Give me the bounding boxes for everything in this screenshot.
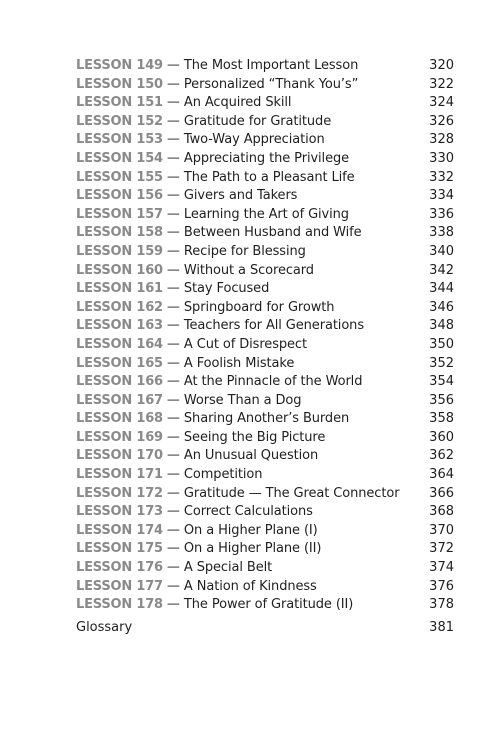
toc-entry [76,559,454,578]
em-dash: — [166,132,180,148]
lesson-title: Without a Scorecard [183,262,314,278]
em-dash: — [166,76,180,92]
lesson-title: The Most Important Lesson [183,58,359,73]
lesson-title: A Foolish Mistake [183,355,295,371]
lesson-number: LESSON 157 [76,206,163,222]
lesson-title: Gratitude — The Great Connector [183,485,400,501]
page-number: 376 [429,578,454,594]
lesson-number: LESSON 171 [76,467,163,483]
lesson-title: Teachers for All Generations [183,318,364,334]
lesson-number: LESSON 177 [76,578,163,594]
page-number: 328 [429,132,454,148]
page-number: 332 [429,169,454,185]
em-dash: — [166,522,180,538]
lesson-title: A Nation of Kindness [183,578,317,594]
em-dash: — [166,429,180,445]
lesson-number: LESSON 176 [76,560,163,576]
toc-entry [76,540,454,559]
glossary-entry [76,619,454,637]
lesson-number: LESSON 150 [76,76,163,92]
lesson-number: LESSON 152 [76,113,163,129]
toc-entry [76,429,454,448]
toc-entry [76,206,454,225]
em-dash: — [166,150,180,166]
page-number: 320 [429,58,454,73]
toc-entry [76,169,454,188]
toc-entry [76,57,454,76]
toc-entry [76,336,454,355]
em-dash: — [166,392,180,408]
lesson-title: Springboard for Growth [183,299,335,315]
lesson-title: Givers and Takers [183,188,298,204]
page-number: 342 [429,262,454,278]
page-number: 340 [429,243,454,259]
page-number: 352 [429,355,454,371]
page-number: 362 [429,448,454,464]
toc-entry [76,392,454,411]
lesson-title: Personalized “Thank You’s” [183,76,359,92]
page-number: 358 [429,411,454,427]
lesson-title: Recipe for Blessing [183,243,306,259]
lesson-number: LESSON 175 [76,541,163,557]
lesson-title: An Acquired Skill [183,95,292,111]
toc-entry [76,522,454,541]
toc-entry [76,187,454,206]
em-dash: — [166,169,180,185]
page-number: 354 [429,374,454,390]
lesson-title: Appreciating the Privilege [183,150,350,166]
toc-entry [76,94,454,113]
em-dash: — [166,411,180,427]
lesson-number: LESSON 158 [76,225,163,241]
toc-entry [76,447,454,466]
lesson-title: Worse Than a Dog [183,392,302,408]
page-number: 360 [429,429,454,445]
toc-entry [76,243,454,262]
lesson-title: Learning the Art of Giving [183,206,349,222]
lesson-title: Stay Focused [183,281,270,297]
em-dash: — [166,448,180,464]
lesson-title: Correct Calculations [183,504,313,520]
lesson-title: Seeing the Big Picture [183,429,326,445]
lesson-number: LESSON 174 [76,522,163,538]
em-dash: — [166,299,180,315]
lesson-title: The Path to a Pleasant Life [183,169,355,185]
page-number: 330 [429,150,454,166]
lesson-number: LESSON 172 [76,485,163,501]
lesson-number: LESSON 178 [76,597,163,613]
toc-entry [76,76,454,95]
toc-entry [76,503,454,522]
lesson-title: An Unusual Question [183,448,319,464]
toc-entry [76,466,454,485]
lesson-title: Two-Way Appreciation [183,132,325,148]
em-dash: — [166,560,180,576]
page-number: 344 [429,281,454,297]
page-number: 338 [429,225,454,241]
em-dash: — [166,578,180,594]
lesson-title: A Cut of Disrespect [183,336,307,352]
toc-entry [76,280,454,299]
em-dash: — [166,541,180,557]
lesson-number: LESSON 154 [76,150,163,166]
lesson-number: LESSON 163 [76,318,163,334]
page-number: 370 [429,522,454,538]
lesson-number: LESSON 153 [76,132,163,148]
page-number: 364 [429,467,454,483]
em-dash: — [166,374,180,390]
lesson-title: A Special Belt [183,560,273,576]
lesson-number: LESSON 169 [76,429,163,445]
lesson-number: LESSON 149 [76,58,163,73]
lesson-number: LESSON 167 [76,392,163,408]
em-dash: — [166,504,180,520]
toc-entry [76,578,454,597]
glossary-label: Glossary [76,620,133,635]
toc-entry [76,131,454,150]
em-dash: — [166,281,180,297]
toc-entry [76,373,454,392]
toc-entry [76,150,454,169]
page-number: 346 [429,299,454,315]
lesson-title: Sharing Another’s Burden [183,411,350,427]
page-number: 374 [429,560,454,576]
glossary-page-number: 381 [429,620,454,635]
em-dash: — [166,113,180,129]
lesson-number: LESSON 165 [76,355,163,371]
em-dash: — [166,485,180,501]
toc-entry [76,485,454,504]
em-dash: — [166,597,180,613]
lesson-number: LESSON 168 [76,411,163,427]
page-number: 368 [429,504,454,520]
page-number: 350 [429,336,454,352]
page-number: 336 [429,206,454,222]
toc-entry [76,262,454,281]
lesson-title: On a Higher Plane (II) [183,541,322,557]
toc-entry [76,299,454,318]
em-dash: — [166,355,180,371]
lesson-number: LESSON 166 [76,374,163,390]
em-dash: — [166,206,180,222]
em-dash: — [166,188,180,204]
lesson-title: On a Higher Plane (I) [183,522,318,538]
page-number: 322 [429,76,454,92]
em-dash: — [166,336,180,352]
em-dash: — [166,262,180,278]
page-number: 348 [429,318,454,334]
lesson-number: LESSON 173 [76,504,163,520]
page-number: 324 [429,95,454,111]
em-dash: — [166,467,180,483]
em-dash: — [166,95,180,111]
em-dash: — [166,225,180,241]
em-dash: — [166,318,180,334]
lesson-title: The Power of Gratitude (II) [183,597,354,613]
toc-entry [76,224,454,243]
em-dash: — [166,58,180,73]
page-number: 334 [429,188,454,204]
toc-entry [76,596,454,615]
lesson-number: LESSON 162 [76,299,163,315]
page-number: 378 [429,597,454,613]
page-number: 326 [429,113,454,129]
toc-entry [76,317,454,336]
page-number: 366 [429,485,454,501]
lesson-number: LESSON 155 [76,169,163,185]
toc-entry [76,410,454,429]
toc-entry [76,355,454,374]
lesson-title: Between Husband and Wife [183,225,362,241]
lesson-number: LESSON 161 [76,281,163,297]
lesson-number: LESSON 151 [76,95,163,111]
lesson-number: LESSON 170 [76,448,163,464]
lesson-title: Gratitude for Gratitude [183,113,332,129]
lesson-title: Competition [183,467,263,483]
page-number: 372 [429,541,454,557]
lesson-number: LESSON 160 [76,262,163,278]
lesson-number: LESSON 164 [76,336,163,352]
em-dash: — [166,243,180,259]
table-of-contents [76,57,454,615]
lesson-title: At the Pinnacle of the World [183,374,363,390]
page-number: 356 [429,392,454,408]
toc-entry [76,113,454,132]
lesson-number: LESSON 156 [76,188,163,204]
lesson-number: LESSON 159 [76,243,163,259]
